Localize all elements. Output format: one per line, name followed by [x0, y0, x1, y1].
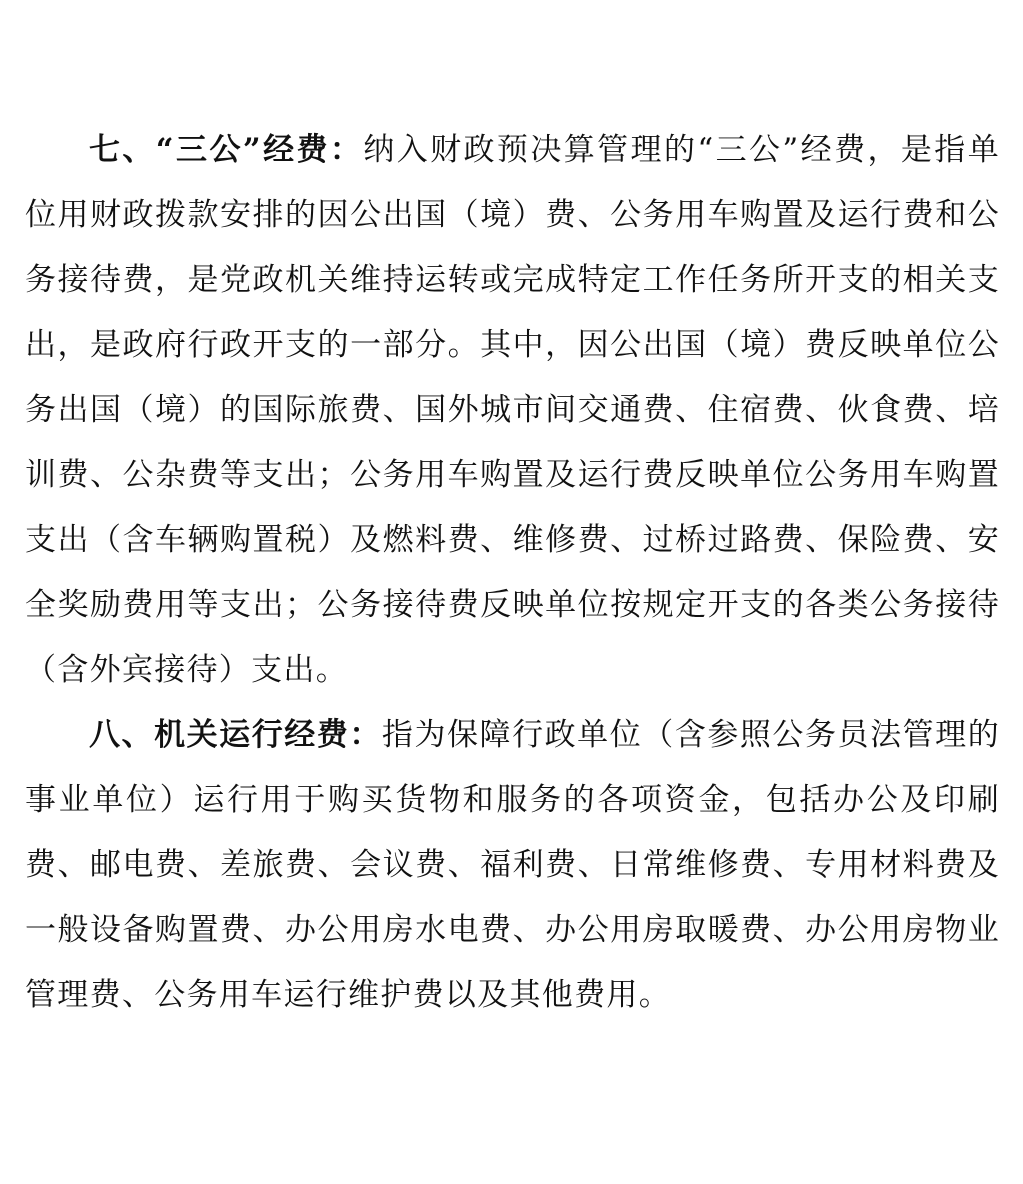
section-body: 纳入财政预决算管理的“三公”经费，是指单位用财政拨款安排的因公出国（境）费、公务用车购置及运行费和公务接待费，是党政机关维持运转或完成特定工作任务所开支的相关支出，是政府行政开支的一部分。其中，因公出国（境）费反映单位公务出国（境）的国际旅费、国外城市间交通费、住宿费、伙食费、培训费、公杂费等支出；公务用车购置及运行费反映单位公务用车购置支出（含车辆购置税）及燃料费、维修费、过桥过路费、保险费、安全奖励费用等支出；公务接待费反映单位按规定开支的各类公务接待（含外宾接待）支出。: [25, 132, 1000, 688]
section-three-public-expenses: [25, 118, 1000, 703]
section-agency-operating-expenses: [25, 703, 1000, 1028]
section-heading: 八、机关运行经费：: [89, 717, 382, 753]
section-heading: 七、“三公”经费：: [89, 132, 364, 168]
document-page: [25, 118, 1000, 1028]
section-body: 指为保障行政单位（含参照公务员法管理的事业单位）运行用于购买货物和服务的各项资金，包括办公及印刷费、邮电费、差旅费、会议费、福利费、日常维修费、专用材料费及一般设备购置费、办公用房水电费、办公用房取暖费、办公用房物业管理费、公务用车运行维护费以及其他费用。: [25, 717, 1000, 1013]
